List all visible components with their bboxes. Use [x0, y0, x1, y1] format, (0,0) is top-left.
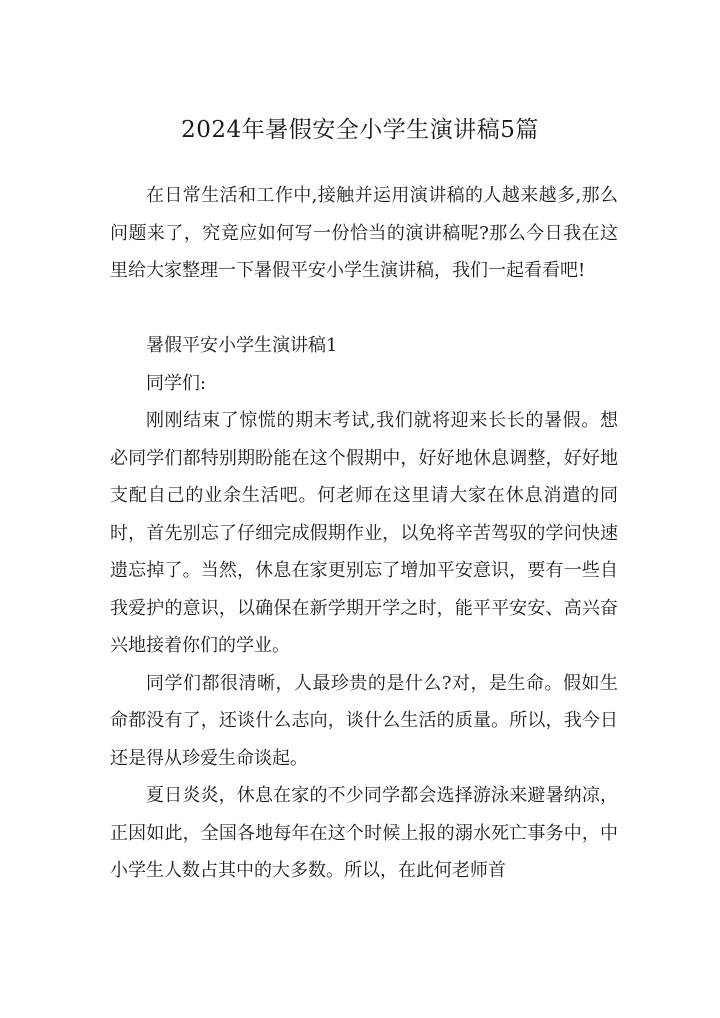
intro-paragraph: 在日常生活和工作中,接触并运用演讲稿的人越来越多,那么问题来了，究竟应如何写一份恰当的演讲稿呢?那么今日我在这里给大家整理一下暑假平安小学生演讲稿，我们一起看看吧! [110, 185, 618, 281]
document-title: 2024年暑假安全小学生演讲稿5篇 [181, 117, 539, 143]
document-body [110, 177, 618, 890]
body-paragraph-2: 同学们都很清晰，人最珍贵的是什么?对，是生命。假如生命都没有了，还谈什么志向，谈什么生活的质量。所以，我今日还是得从珍爱生命谈起。 [110, 672, 618, 769]
body-paragraph-1: 刚刚结束了惊慌的期末考试,我们就将迎来长长的暑假。想必同学们都特别期盼能在这个假期中，好好地休息调整，好好地支配自己的业余生活吧。何老师在这里请大家在休息消遣的同时，首先别忘了仔细完成假期作业，以免将辛苦驾驭的学问快速遗忘掉了。当然，休息在家更别忘了增加平安意识，要有一些自我爱护的意识，以确保在新学期开学之时，能平平安安、高兴奋兴地接着你们的学业。 [110, 410, 618, 656]
section-heading: 暑假平安小学生演讲稿1 [146, 335, 338, 356]
paragraph-spacer [110, 290, 618, 328]
salutation: 同学们: [146, 372, 207, 394]
body-paragraph-3: 夏日炎炎，休息在家的不少同学都会选择游泳来避暑纳凉，正因如此，全国各地每年在这个时候上报的溺水死亡事务中，中小学生人数占其中的大多数。所以，在此何老师首 [110, 785, 618, 881]
